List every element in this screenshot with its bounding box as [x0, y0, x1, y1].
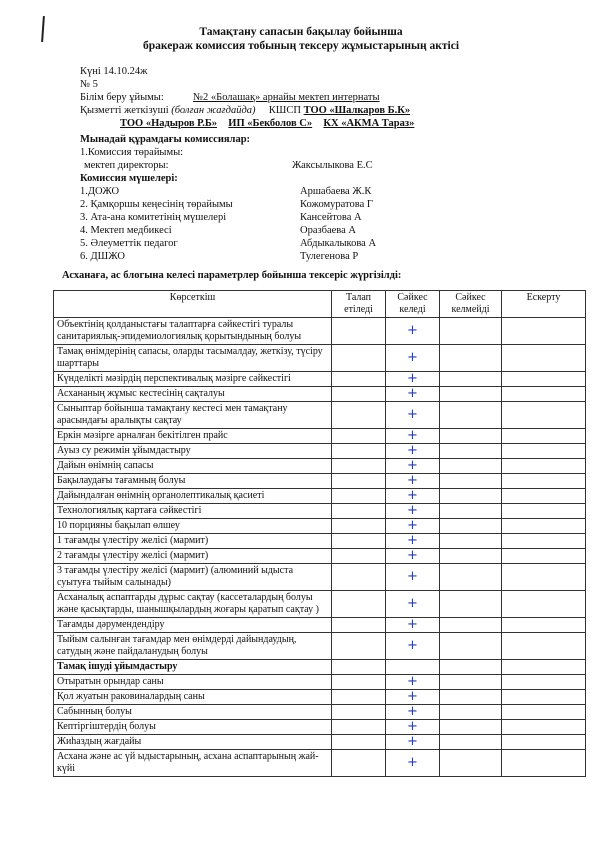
checkmark: + [386, 618, 440, 633]
date-label: Күні [80, 66, 101, 77]
indicator-cell: Асханалық аспаптарды дұрыс сақтау (кассеталардың болуы және қасықтарды, шанышқылардың жоғары қаратып сақтау ) [54, 591, 332, 618]
indicator-cell: Асхана және ас үй ыдыстарының, асхана аспаптарының жай-күйі [54, 750, 332, 777]
checkmark: + [386, 690, 440, 705]
indicator-cell: Дайын өнімнің сапасы [54, 459, 332, 474]
indicator-cell: Сабынның болуы [54, 705, 332, 720]
checkmark: + [386, 459, 440, 474]
checkmark: + [386, 504, 440, 519]
indicator-cell: Жиһаздың жағдайы [54, 735, 332, 750]
chair-label-2: мектеп директоры: [84, 160, 169, 171]
indicator-cell: Дайындалған өнімнің органолептикалық қасиеті [54, 489, 332, 504]
table-header-row [54, 291, 586, 318]
table-row [54, 429, 586, 444]
members-heading: Комиссия мүшелері: [80, 173, 178, 184]
checkmark: + [386, 675, 440, 690]
indicator-cell: Технологиялық картаға сәйкестігі [54, 504, 332, 519]
indicator-cell: Кептіргіштердің болуы [54, 720, 332, 735]
table-row [54, 519, 586, 534]
indicator-cell: 3 тағамды үлестіру желісі (мармит) (алюминий ыдыста суытуға тыйым салынады) [54, 564, 332, 591]
table-row [54, 720, 586, 735]
checkmark: + [386, 549, 440, 564]
member-role: 2. Қамқоршы кеңесінің төрайымы [80, 199, 233, 210]
member-role: 5. Әлеуметтік педагог [80, 238, 178, 249]
column-header: Сәйкес келмейді [440, 291, 502, 318]
indicator-cell: Асхананың жұмыс кестесінің сақталуы [54, 387, 332, 402]
checkmark: + [386, 633, 440, 660]
date-line [80, 66, 147, 77]
checkmark: + [386, 429, 440, 444]
table-row [54, 402, 586, 429]
member-name: Тулегенова Р [300, 251, 359, 262]
checkmark: + [386, 489, 440, 504]
member-name: Аршабаева Ж.К [300, 186, 372, 197]
table-row [54, 318, 586, 345]
indicator-cell: 10 порцияны бақылап өлшеу [54, 519, 332, 534]
table-row [54, 564, 586, 591]
column-header: Сәйкес келеді [386, 291, 440, 318]
member-name: Кожомуратова Г [300, 199, 373, 210]
org-line [80, 92, 380, 103]
checkmark: + [386, 387, 440, 402]
section-row [54, 660, 586, 675]
indicator-cell: Тамақ өнімдерінің сапасы, оларды тасымалдау, жеткізу, түсіру шарттары [54, 345, 332, 372]
inspection-intro: Асханаға, ас блогына келесі параметрлер бойынша тексеріс жүргізілді: [62, 270, 402, 281]
date-value: 14.10.24ж [103, 66, 148, 77]
checkmark: + [386, 345, 440, 372]
table-row [54, 489, 586, 504]
indicator-cell: Объектінің қолданыстағы талаптарға сәйкестігі туралы санитариялық-эпидемиологиялық қорытындының болуы [54, 318, 332, 345]
commission-heading: Мынадай құрамдағы комиссиялар: [80, 134, 251, 145]
provider-2: ТОО «Надыров Р.Б» [120, 118, 218, 129]
indicator-cell: Күнделікті мәзірдің перспективалық мәзірге сәйкестігі [54, 372, 332, 387]
table-row [54, 474, 586, 489]
provider-4: КХ «АКМА Тараз» [323, 118, 415, 129]
member-name: Кансейтова А [300, 212, 362, 223]
provider-note: (болған жағдайда) [171, 105, 256, 116]
table-row [54, 690, 586, 705]
indicator-cell: Отыратын орындар саны [54, 675, 332, 690]
provider-line-2 [120, 118, 414, 129]
org-label: Білім беру ұйымы: [80, 92, 164, 103]
table-row [54, 345, 586, 372]
provider-line [80, 105, 410, 116]
indicator-cell: Тыйым салынған тағамдар мен өнімдерді дайындаудың, сатудың және пайдаланудың болуы [54, 633, 332, 660]
member-role: 1.ДОЖО [80, 186, 120, 197]
checkmark: + [386, 402, 440, 429]
section-title: Тамақ ішуді ұйымдастыру [54, 660, 332, 675]
act-number: № 5 [80, 79, 98, 90]
table-row [54, 705, 586, 720]
indicator-cell: 2 тағамды үлестіру желісі (мармит) [54, 549, 332, 564]
member-role: 6. ДШЖО [80, 251, 125, 262]
indicator-cell: Ауыз су режимін ұйымдастыру [54, 444, 332, 459]
org-value: №2 «Болашақ» арнайы мектеп интернаты [193, 92, 380, 103]
checkmark: + [386, 534, 440, 549]
inspection-table [53, 290, 586, 777]
column-header: Ескерту [502, 291, 586, 318]
checkmark: + [386, 318, 440, 345]
table-row [54, 459, 586, 474]
checkmark: + [386, 372, 440, 387]
checkmark: + [386, 750, 440, 777]
table-row [54, 633, 586, 660]
checkmark: + [386, 591, 440, 618]
table-row [54, 444, 586, 459]
member-role: 4. Мектеп медбикесі [80, 225, 172, 236]
checkmark: + [386, 519, 440, 534]
column-header: Көрсеткіш [54, 291, 332, 318]
indicator-cell: Еркін мәзірге арналған бекітілген прайс [54, 429, 332, 444]
table-row [54, 750, 586, 777]
document-title-line-1: Тамақтану сапасын бақылау бойынша [199, 26, 403, 38]
chair-label-1: 1.Комиссия төрайымы: [80, 147, 184, 158]
checkmark: + [386, 444, 440, 459]
indicator-cell: Тағамды дәрумендендіру [54, 618, 332, 633]
table-row [54, 387, 586, 402]
member-role: 3. Ата-ана комитетінің мүшелері [80, 212, 227, 223]
table-row [54, 618, 586, 633]
table-row [54, 735, 586, 750]
member-name: Оразбаева А [300, 225, 356, 236]
table-row [54, 534, 586, 549]
member-name: Абдыкалыкова А [300, 238, 377, 249]
table-row [54, 675, 586, 690]
checkmark: + [386, 705, 440, 720]
chair-name: Жаксылыкова Е.С [292, 160, 373, 171]
table-row [54, 372, 586, 387]
indicator-cell: Бақылаудағы тағамның болуы [54, 474, 332, 489]
table-row [54, 504, 586, 519]
provider-1: ТОО «Шалкаров Б.К» [303, 105, 411, 116]
table-row [54, 549, 586, 564]
checkmark: + [386, 720, 440, 735]
checkmark: + [386, 735, 440, 750]
checkmark: + [386, 474, 440, 489]
column-header: Талап етіледі [332, 291, 386, 318]
provider-prefix: КШСП [268, 105, 301, 116]
indicator-cell: Сыныптар бойынша тамақтану кестесі мен тамақтану арасындағы аралықты сақтау [54, 402, 332, 429]
provider-label: Қызметті жеткізуші [80, 105, 169, 116]
indicator-cell: 1 тағамды үлестіру желісі (мармит) [54, 534, 332, 549]
indicator-cell: Қол жуатын раковиналардың саны [54, 690, 332, 705]
provider-3: ИП «Бекболов С» [228, 118, 313, 129]
table-row [54, 591, 586, 618]
document-title-line-2: бракераж комиссия тобының тексеру жұмыстарының актісі [142, 40, 460, 52]
checkmark: + [386, 564, 440, 591]
